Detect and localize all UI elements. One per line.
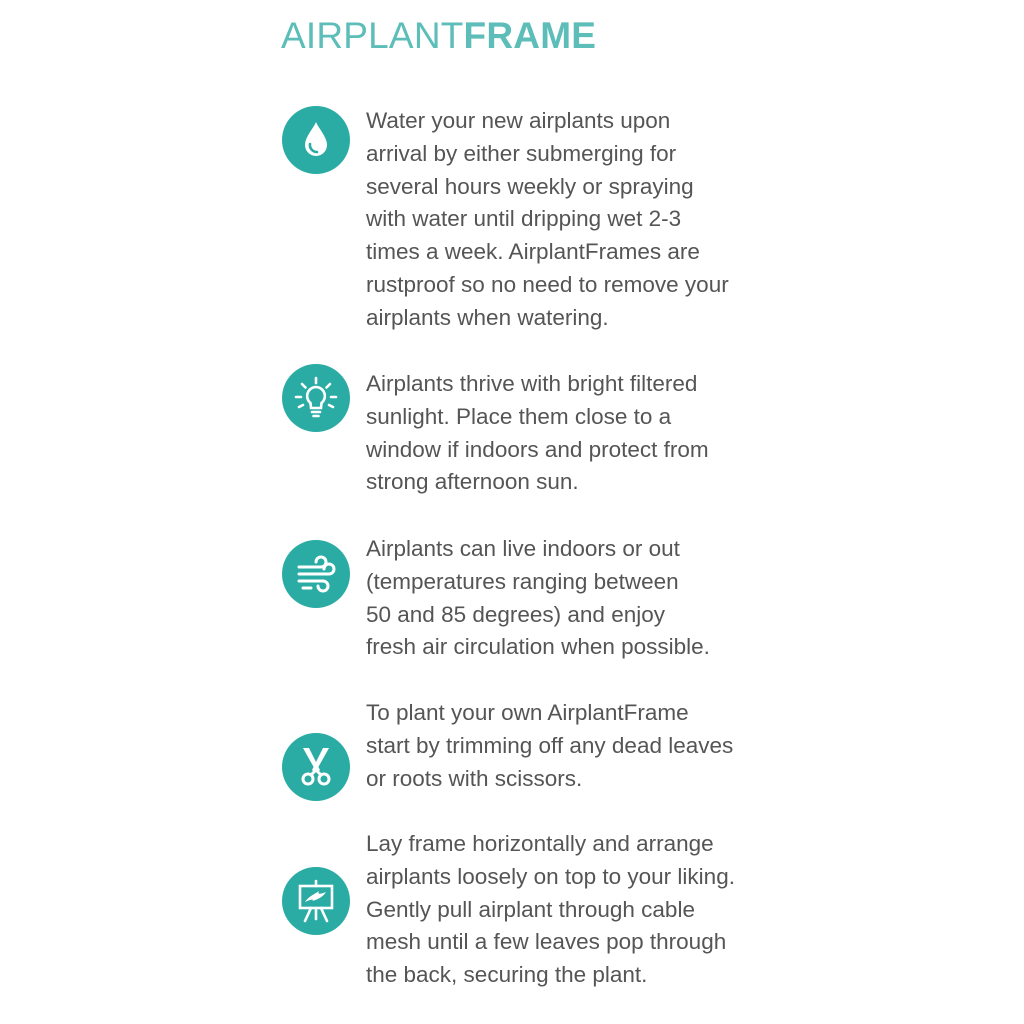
scissors-icon [282,733,350,801]
care-text-arrange: Lay frame horizontally and arrange airplants loosely on top to your liking. Gently pull airplant through cable mesh until a few leaves pop through the back, securing the plant. [366,831,735,988]
title-light: AIRPLANT [281,15,464,56]
wind-icon [282,540,350,608]
care-text-trim: To plant your own AirplantFrame start by trimming off any dead leaves or roots with scissors. [366,700,734,791]
care-text-light: Airplants thrive with bright filtered sunlight. Place them close to a window if indoors and protect from strong afternoon sun. [366,371,709,495]
page-title [281,14,596,58]
title-bold: FRAME [463,15,597,56]
care-text-air: Airplants can live indoors or out (temperatures ranging between 50 and 85 degrees) and enjoy fresh air circulation when possible. [366,536,710,660]
water-drop-icon [282,106,350,174]
light-bulb-icon [282,364,350,432]
care-text-water: Water your new airplants upon arrival by either submerging for several hours weekly or spraying with water until dripping wet 2-3 times a week. AirplantFrames are rustproof so no need to remove your airplants when watering. [366,108,729,330]
easel-icon [282,867,350,935]
